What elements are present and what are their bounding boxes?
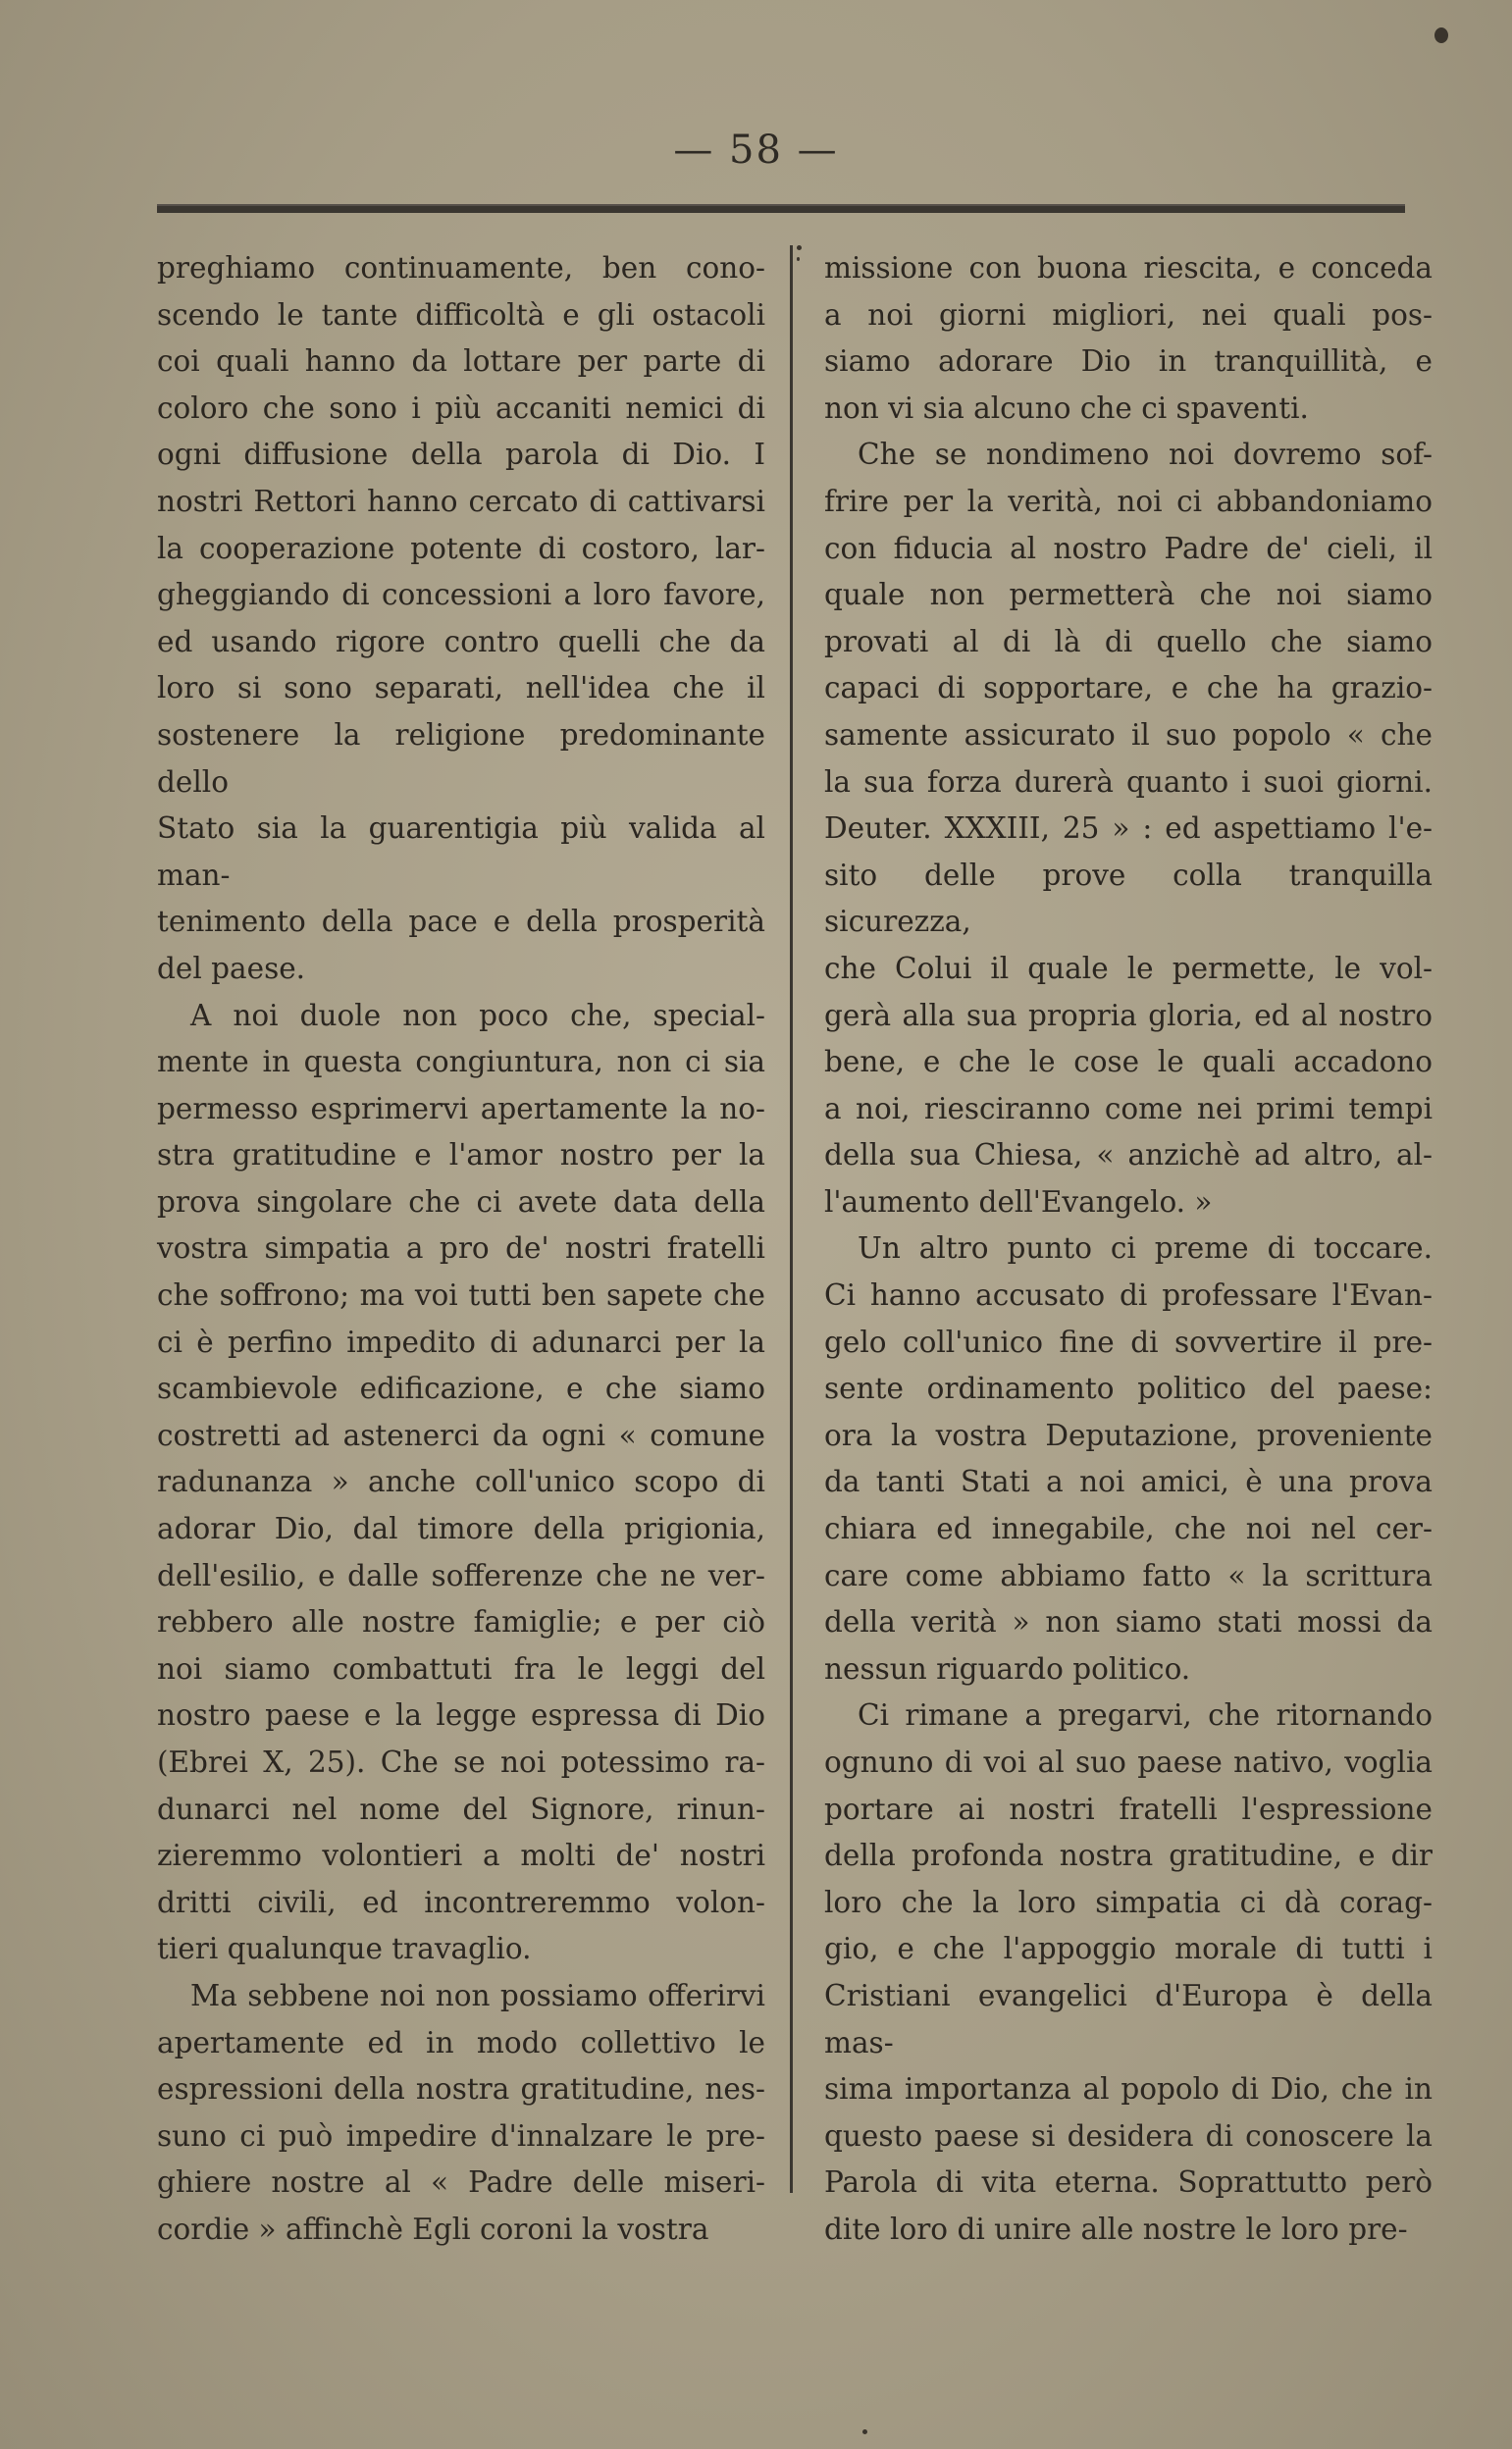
text-line: missione con buona riescita, e conceda [824, 251, 1433, 285]
text-line: a noi, riesciranno come nei primi tempi [824, 1091, 1433, 1125]
text-line: siamo adorare Dio in tranquillità, e [824, 344, 1433, 379]
right-column-paragraph [824, 432, 1433, 1225]
text-line: costretti ad astenerci da ogni « comune [157, 1418, 765, 1452]
text-line: Ci rimane a pregarvi, che ritornando [858, 1698, 1433, 1733]
text-line: Deuter. XXXIII, 25 » : ed aspettiamo l'e- [824, 811, 1433, 846]
text-line: sente ordinamento politico del paese: [824, 1372, 1433, 1406]
header-rule [157, 204, 1405, 213]
text-line: sostenere la religione predominante dello [157, 717, 765, 799]
text-line: ghiere nostre al « Padre delle miseri- [157, 2165, 765, 2200]
text-line: Cristiani evangelici d'Europa è della mas- [824, 1978, 1433, 2059]
text-line: permesso esprimervi apertamente la no- [157, 1091, 765, 1125]
right-column-paragraph [824, 245, 1433, 432]
text-line: dunarci nel nome del Signore, rinun- [157, 1792, 765, 1826]
text-line: da tanti Stati a noi amici, è una prova [824, 1465, 1433, 1499]
text-line: apertamente ed in modo collettivo le [157, 2025, 765, 2059]
text-line: Un altro punto ci preme di toccare. [858, 1231, 1433, 1266]
text-line: Ci hanno accusato di professare l'Evan- [824, 1278, 1433, 1313]
text-line: dritti civili, ed incontreremmo volon- [157, 1885, 765, 1919]
text-line: la sua forza durerà quanto i suoi giorni. [824, 764, 1433, 799]
text-line: provati al di là di quello che siamo [824, 624, 1433, 658]
text-line: ogni diffusione della parola di Dio. I [157, 438, 765, 472]
text-line: bene, e che le cose le quali accadono [824, 1045, 1433, 1079]
text-line: della sua Chiesa, « anzichè ad altro, al- [824, 1138, 1433, 1172]
text-line: coi quali hanno da lottare per parte di [157, 344, 765, 379]
text-line: quale non permetterà che noi siamo [824, 578, 1433, 612]
text-line: suno ci può impedire d'innalzare le pre- [157, 2118, 765, 2153]
text-line: nessun riguardo politico. [824, 1651, 1191, 1686]
text-line: della profonda nostra gratitudine, e dir [824, 1839, 1433, 1873]
text-line: ed usando rigore contro quelli che da [157, 624, 765, 658]
text-line: samente assicurato il suo popolo « che [824, 717, 1433, 752]
text-line: scendo le tante difficoltà e gli ostacoli [157, 297, 765, 332]
text-line: gio, e che l'appoggio morale di tutti i [824, 1932, 1433, 1966]
text-line: loro si sono separati, nell'idea che il [157, 671, 765, 705]
text-line: della verità » non siamo stati mossi da [824, 1605, 1433, 1640]
text-line: frire per la verità, noi ci abbandoniamo [824, 484, 1433, 518]
text-line: con fiducia al nostro Padre de' cieli, il [824, 531, 1433, 565]
text-line: che soffrono; ma voi tutti ben sapete che [157, 1278, 765, 1313]
text-line: gelo coll'unico fine di sovvertire il pre- [824, 1325, 1433, 1359]
text-line: care come abbiamo fatto « la scrittura [824, 1558, 1433, 1592]
text-line: mente in questa congiuntura, non ci sia [157, 1045, 765, 1079]
text-line: Stato sia la guarentigia più valida al man- [157, 811, 765, 892]
left-column-paragraph [157, 993, 765, 1973]
text-line: capaci di sopportare, e che ha grazio- [824, 671, 1433, 705]
right-column-paragraph [824, 1693, 1433, 2253]
text-line: (Ebrei X, 25). Che se noi potessimo ra- [157, 1746, 765, 1779]
text-line: tenimento della pace e della prosperità [157, 905, 765, 939]
text-line: dell'esilio, e dalle sofferenze che ne ver- [157, 1558, 765, 1592]
text-line: gheggiando di concessioni a loro favore, [157, 578, 765, 612]
text-line: portare ai nostri fratelli l'espressione [824, 1792, 1433, 1826]
text-line: zieremmo volontieri a molti de' nostri [157, 1839, 765, 1873]
left-column-paragraph [157, 1973, 765, 2254]
text-line: coloro che sono i più accaniti nemici di [157, 391, 765, 425]
text-line: ci è perfino impedito di adunarci per la [157, 1325, 765, 1359]
text-line: preghiamo continuamente, ben cono- [157, 251, 765, 285]
text-line: ora la vostra Deputazione, proveniente [824, 1418, 1433, 1452]
column-divider [790, 245, 793, 2193]
text-line: loro che la loro simpatia ci dà corag- [824, 1885, 1433, 1919]
text-line: questo paese si desidera di conoscere la [824, 2118, 1433, 2153]
text-line: prova singolare che ci avete data della [157, 1184, 765, 1219]
text-line: Ma sebbene noi non possiamo offerirvi [190, 1978, 765, 2012]
text-line: l'aumento dell'Evangelo. » [824, 1184, 1213, 1219]
text-line: vostra simpatia a pro de' nostri fratelli [157, 1231, 765, 1266]
text-line: tieri qualunque travaglio. [157, 1932, 532, 1966]
text-line: sima importanza al popolo di Dio, che in [824, 2072, 1433, 2107]
text-line: radunanza » anche coll'unico scopo di [157, 1465, 765, 1499]
left-text-column [157, 245, 765, 2254]
left-column-paragraph [157, 245, 765, 993]
text-line: del paese. [157, 951, 306, 985]
text-line: gerà alla sua propria gloria, ed al nostro [824, 998, 1433, 1032]
text-line: dite loro di unire alle nostre le loro pre- [824, 2212, 1408, 2246]
text-line: chiara ed innegabile, che noi nel cer- [824, 1512, 1433, 1546]
text-line: noi siamo combattuti fra le leggi del [157, 1651, 765, 1686]
text-line: non vi sia alcuno che ci spaventi. [824, 391, 1309, 425]
text-line: Che se nondimeno noi dovremo sof- [858, 438, 1433, 472]
text-line: rebbero alle nostre famiglie; e per ciò [157, 1605, 765, 1640]
right-column-paragraph [824, 1225, 1433, 1693]
text-line: nostri Rettori hanno cercato di cattivarsi [157, 484, 765, 518]
text-line: ognuno di voi al suo paese nativo, voglia [824, 1746, 1433, 1779]
text-line: A noi duole non poco che, special- [190, 998, 765, 1032]
text-line: la cooperazione potente di costoro, lar- [157, 531, 765, 565]
text-line: scambievole edificazione, e che siamo [157, 1372, 765, 1406]
text-line: Parola di vita eterna. Soprattutto però [824, 2165, 1433, 2200]
right-text-column [824, 245, 1433, 2254]
text-line: sito delle prove colla tranquilla sicurezza, [824, 858, 1433, 939]
text-line: a noi giorni migliori, nei quali pos- [824, 297, 1433, 332]
text-line: adorar Dio, dal timore della prigionia, [157, 1512, 765, 1546]
text-line: stra gratitudine e l'amor nostro per la [157, 1138, 765, 1172]
text-line: cordie » affinchè Egli coroni la vostra [157, 2212, 709, 2246]
text-line: espressioni della nostra gratitudine, nes- [157, 2072, 765, 2107]
text-line: nostro paese e la legge espressa di Dio [157, 1698, 765, 1733]
page-number: — 58 — [673, 128, 839, 173]
text-line: che Colui il quale le permette, le vol- [824, 951, 1433, 985]
